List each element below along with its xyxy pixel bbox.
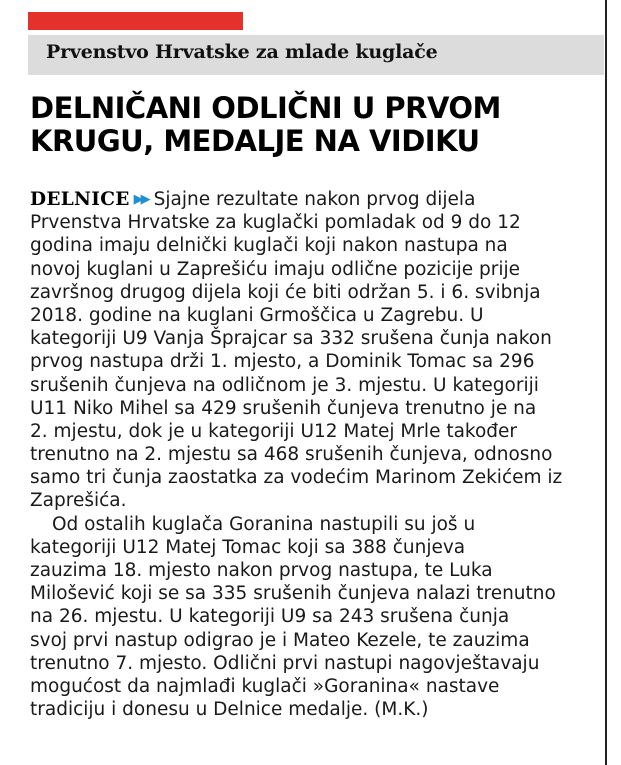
article-line: 2018. godine na kuglani Grmoščica u Zagrebu. U: [30, 304, 484, 326]
article-line: godina imaju delnički kuglači koji nakon nastupa na: [30, 235, 508, 257]
article-line: novoj kuglani u Zaprešiću imaju odlične pozicije prije: [30, 258, 521, 280]
article-line: svoj prvi nastup odigrao je i Mateo Kezele, te zauzima: [30, 629, 530, 651]
kicker-text: Prvenstvo Hrvatske za mlade kuglače: [46, 41, 438, 63]
article-line: Zaprešića.: [30, 490, 127, 512]
headline-line: DELNIČANI ODLIČNI U PRVOM: [30, 91, 501, 125]
article-line: srušenih čunjeva na odličnom je 3. mjestu. U kategoriji: [30, 374, 539, 396]
article-line: kategoriji U12 Matej Tomac koji sa 388 čunjeva: [30, 536, 466, 558]
article-body: [30, 188, 600, 721]
article-line: zauzima 18. mjesto nakon prvog nastupa, te Luka: [30, 560, 493, 581]
headline-line: KRUGU, MEDALJE NA VIDIKU: [30, 124, 480, 158]
article-line: samo tri čunja zaostatka za vodećim Marinom Zekićem iz: [30, 467, 563, 489]
article-line: završnog drugog dijela koji će biti održan 5. i 6. svibnja: [30, 281, 541, 303]
article-line: U11 Niko Mihel sa 429 srušenih čunjeva trenutno je na: [30, 397, 537, 419]
section-accent-bar: [28, 12, 243, 30]
article-line: mogućost da najmlađi kuglači »Goranina« nastave: [30, 675, 500, 697]
article-line-text: Sjajne rezultate nakon prvog dijela: [153, 189, 476, 210]
article-line: Milošević koji se sa 335 srušenih čunjeva nalazi trenutno: [30, 583, 556, 605]
dateline: DELNICE: [30, 189, 130, 210]
article-headline: [30, 92, 600, 158]
article-line: trenutno na 2. mjestu sa 468 srušenih čunjeva, odnosno: [30, 444, 553, 466]
article-line: Prvenstva Hrvatske za kuglački pomladak od 9 do 12: [30, 212, 521, 234]
article-line: 2. mjestu, dok je u kategoriji U12 Matej Mrle također: [30, 420, 518, 442]
page-column-rule: [605, 0, 607, 765]
article-line: na 26. mjestu. U kategoriji U9 sa 243 srušena čunja: [30, 606, 510, 628]
article-line-first: [30, 188, 600, 211]
article-line: trenutno 7. mjesto. Odlični prvi nastupi nagovještavaju: [30, 652, 540, 674]
article-line: prvog nastupa drži 1. mjesto, a Dominik Tomac sa 296: [30, 351, 535, 373]
kicker-banner: [28, 35, 604, 75]
article-line: kategoriji U9 Vanja Šprajcar sa 332 srušena čunja nakon: [30, 328, 552, 350]
article-paragraph-start: Od ostalih kuglača Goranina nastupili su još u: [52, 513, 476, 535]
article-line: tradiciju i donesu u Delnice medalje. (M.K.): [30, 699, 429, 721]
double-chevron-right-icon: ▶▶: [133, 192, 148, 207]
